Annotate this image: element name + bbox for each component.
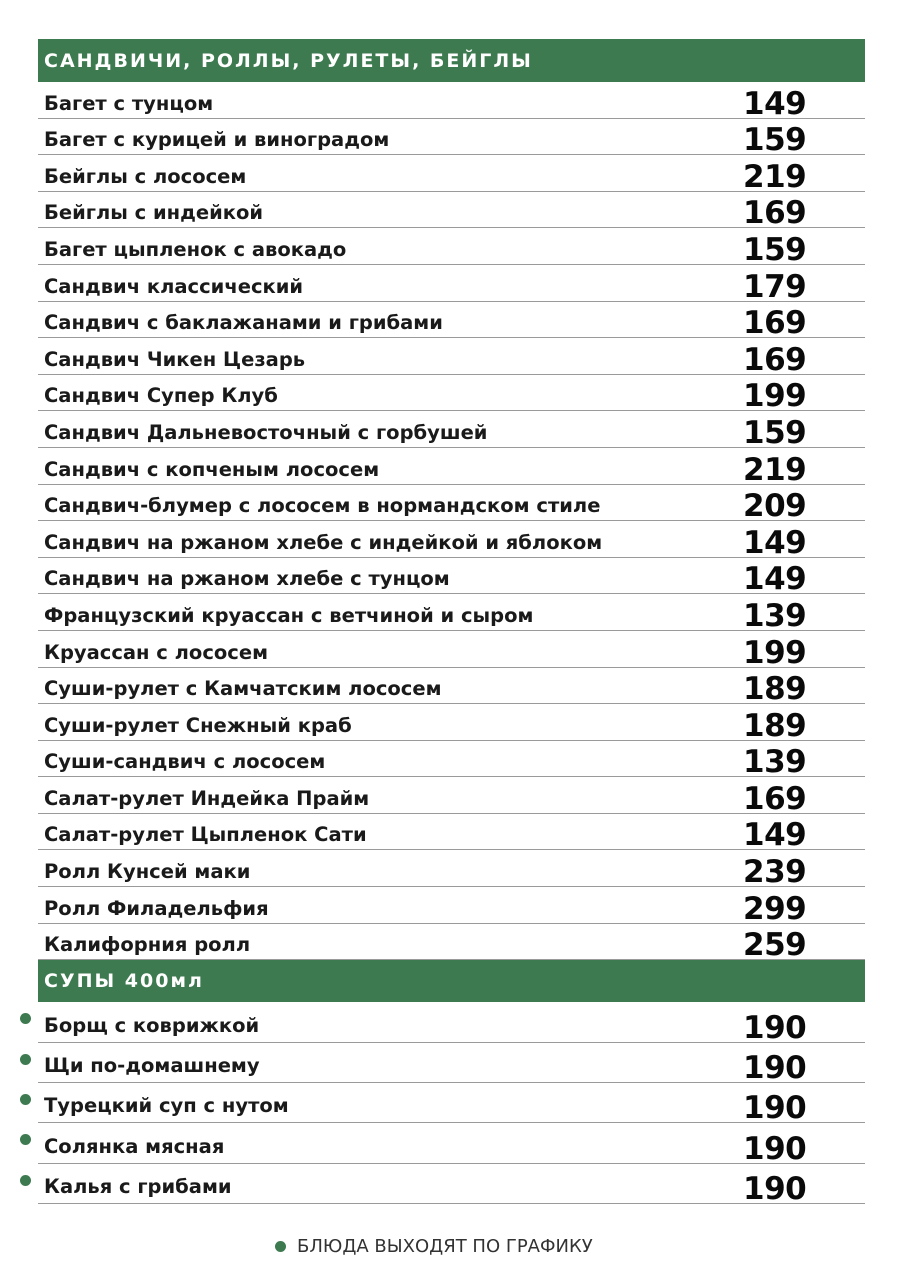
scheduled-dot-icon [20,1134,31,1145]
item-name: Французский круассан с ветчиной и сыром [44,603,534,627]
section-header-soups [38,960,865,1002]
item-price: 139 [743,744,807,781]
menu-item [38,375,865,415]
item-name: Сандвич с копченым лососем [44,457,380,481]
menu-item [38,485,865,525]
menu-item [38,411,865,451]
item-price: 139 [743,597,807,634]
item-name: Багет цыпленок с авокадо [44,237,347,261]
menu-item [38,1002,865,1046]
item-price: 190 [743,1171,807,1208]
footer-legend [275,1236,593,1257]
menu-list-sandwiches [38,82,865,964]
item-name: Борщ с коврижкой [44,1013,260,1037]
menu-item [38,265,865,305]
item-name: Бейглы с индейкой [44,201,264,225]
item-name: Суши-рулет с Камчатским лососем [44,677,442,701]
item-name: Круассан с лососем [44,640,269,664]
item-name: Калья с грибами [44,1175,232,1199]
item-name: Сандвич с баклажанами и грибами [44,311,443,335]
item-price: 199 [743,378,807,415]
item-name: Бейглы с лососем [44,164,247,188]
item-price: 209 [743,488,807,525]
item-name: Сандвич на ржаном хлебе с тунцом [44,567,450,591]
item-price: 239 [743,854,807,891]
menu-item [38,850,865,891]
item-price: 149 [743,817,807,854]
item-name: Ролл Кунсей маки [44,860,251,884]
item-price: 169 [743,195,807,232]
item-price: 149 [743,524,807,561]
item-name: Сандвич Чикен Цезарь [44,347,306,371]
item-name: Сандвич на ржаном хлебе с индейкой и яблоком [44,530,603,554]
menu-item [38,668,865,708]
scheduled-dot-icon [20,1054,31,1065]
item-name: Сандвич-блумер с лососем в нормандском стиле [44,494,601,518]
menu-item [38,594,865,634]
item-name: Сандвич Супер Клуб [44,384,278,408]
item-name: Суши-сандвич с лососем [44,750,326,774]
scheduled-dot-icon [20,1094,31,1105]
item-price: 169 [743,780,807,817]
menu-item [38,777,865,817]
menu-item [38,521,865,561]
item-price: 159 [743,122,807,159]
menu-item [38,814,865,854]
menu [38,39,865,1208]
footer-note: БЛЮДА ВЫХОДЯТ ПО ГРАФИКУ [297,1236,593,1257]
item-name: Ролл Филадельфия [44,896,269,920]
item-price: 259 [743,927,807,964]
scheduled-dot-icon [20,1013,31,1024]
item-price: 190 [743,1090,807,1127]
item-price: 169 [743,305,807,342]
item-name: Салат-рулет Индейка Прайм [44,786,370,810]
item-price: 169 [743,341,807,378]
item-name: Турецкий суп с нутом [44,1094,289,1118]
item-name: Сандвич классический [44,274,304,298]
item-name: Багет с тунцом [44,91,214,115]
menu-item [38,119,865,159]
menu-item [38,741,865,781]
menu-item [38,924,865,964]
section-title: СУПЫ 400мл [44,970,204,993]
menu-list-soups [38,1002,865,1208]
item-price: 149 [743,561,807,598]
item-price: 219 [743,158,807,195]
scheduled-dot-icon [275,1241,286,1252]
item-name: Сандвич Дальневосточный с горбушей [44,420,488,444]
item-price: 159 [743,231,807,268]
menu-item [38,448,865,488]
item-name: Салат-рулет Цыпленок Сати [44,823,367,847]
item-name: Суши-рулет Снежный краб [44,713,352,737]
item-price: 190 [743,1050,807,1087]
item-price: 179 [743,268,807,305]
item-price: 299 [743,890,807,927]
menu-item [38,192,865,232]
item-price: 190 [743,1009,807,1046]
item-price: 189 [743,671,807,708]
item-name: Солянка мясная [44,1134,225,1158]
section-title: САНДВИЧИ, РОЛЛЫ, РУЛЕТЫ, БЕЙГЛЫ [44,49,533,72]
menu-item [38,1083,865,1127]
menu-item [38,82,865,122]
menu-item [38,1123,865,1167]
scheduled-dot-icon [20,1175,31,1186]
item-name: Щи по-домашнему [44,1054,260,1078]
item-name: Багет с курицей и виноградом [44,128,390,152]
item-price: 149 [743,85,807,122]
item-name: Калифорния ролл [44,933,251,957]
menu-item [38,228,865,268]
menu-item [38,338,865,378]
menu-item [38,887,865,927]
section-header-sandwiches [38,39,865,82]
item-price: 159 [743,414,807,451]
menu-item [38,302,865,342]
menu-item [38,155,865,195]
menu-item [38,558,865,598]
menu-item [38,1043,865,1087]
menu-item [38,1164,865,1208]
menu-item [38,631,865,671]
item-price: 199 [743,634,807,671]
item-price: 219 [743,451,807,488]
menu-item [38,704,865,744]
item-price: 190 [743,1130,807,1167]
item-price: 189 [743,707,807,744]
